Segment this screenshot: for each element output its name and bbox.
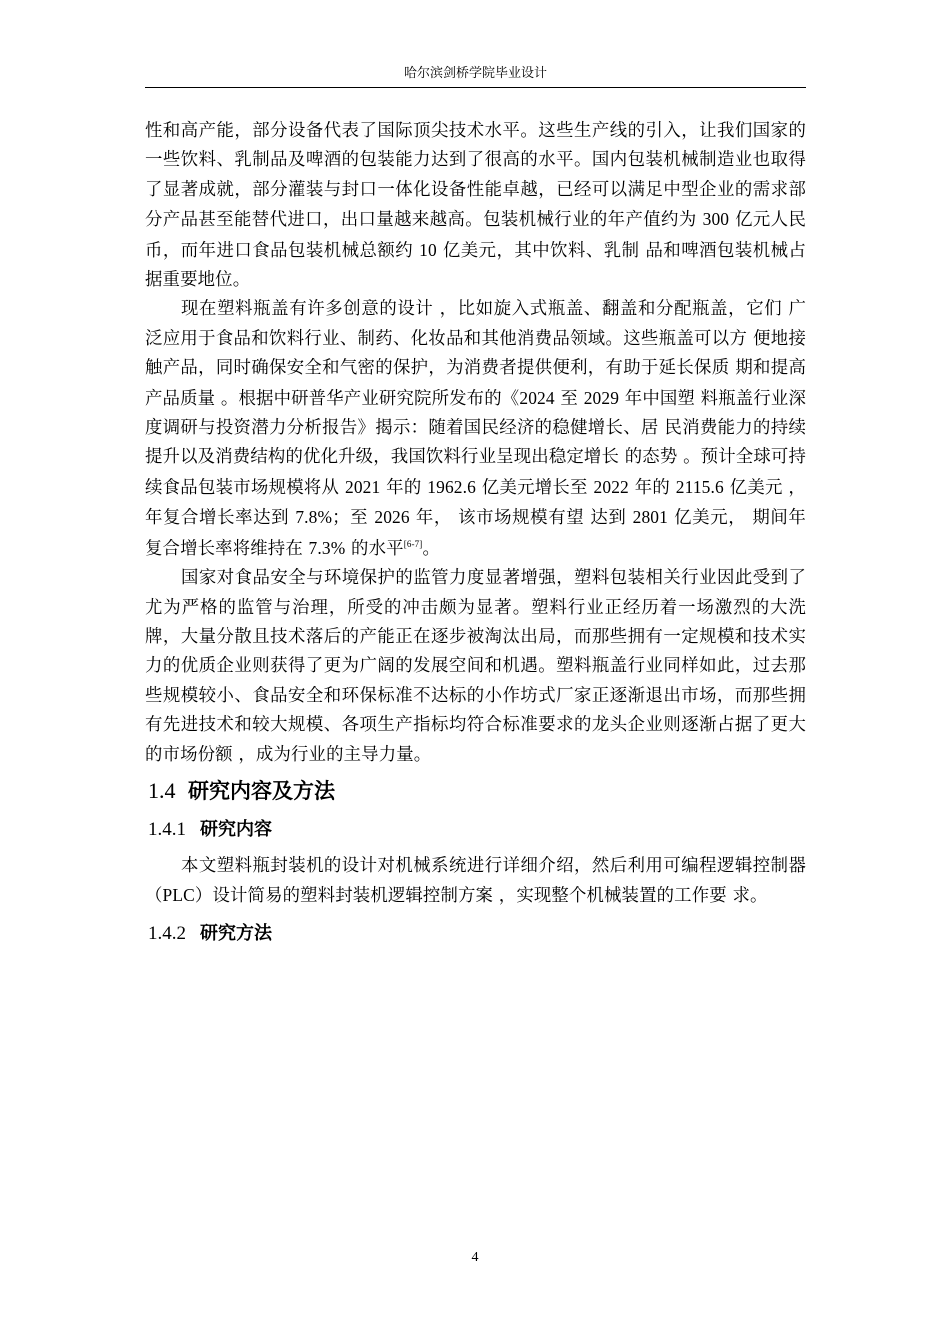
page-number: 4 [471, 1250, 479, 1265]
paragraph-2-number: 2022 [593, 476, 629, 497]
paragraph-2 [145, 295, 806, 564]
paragraph-2-number: 2024 [519, 387, 555, 408]
paragraph-2-number: 2115.6 [675, 476, 724, 497]
paragraph-1-text-b: 亿元人民币，而年进口食品包装机械总额约 [145, 210, 806, 261]
paragraph-4-text: ）设计简易的塑料封装机逻辑控制方案 ，实现整个机械装置的工作要 求。 [194, 886, 768, 907]
paragraph-2-text: ；至 [332, 508, 375, 529]
paragraph-2-number: 2029 [583, 387, 620, 408]
section-number: 1.4.2 [148, 922, 186, 944]
paragraph-2-text: 现在塑料瓶盖有许多创意的设计 ，比如旋入式瓶盖、翻盖和分配瓶盖，它们 广泛应用于食品和饮料行业、制药、化妆品和其他消费品领域。这些瓶盖可以方 便地接触产品，同时确保安全和气密的保护，为消费者提供便利，有助于延长保质 期和提高产品质量 。根据中研普华产业研究院所发布的《 [145, 299, 806, 409]
paragraph-2-text: 的水平 [345, 538, 404, 559]
paragraph-1-text-c: 亿美元，其中饮料、乳制 品和啤酒包装机械占据重要地位。 [145, 240, 806, 291]
section-heading-1-4 [145, 774, 806, 808]
paragraph-2-text: 年， 该市场规模有望 达到 [409, 508, 633, 529]
section-title: 研究方法 [200, 922, 272, 944]
paragraph-2-number: 2021 [344, 476, 381, 497]
paragraph-1-text-a: 性和高产能，部分设备代表了国际顶尖技术水平。这些生产线的引入，让我们国家的一些饮料、乳制品及啤酒的包装能力达到了很高的水平。国内包装机械制造业也取得了显著成就，部分灌装与封口一体化设备性能卓越，已经可以满足中型企业的需求部分产品甚至能替代进口，出口量越来越高。包装机械行业的年产值约为 [145, 121, 806, 231]
page-body [145, 117, 806, 956]
paragraph-3: 国家对食品安全与环境保护的监管力度显著增强，塑料包装相关行业因此受到了尤为严格的监管与治理，所受的冲击颇为显著。塑料行业正经历着一场激烈的大洗牌，大量分散且技术落后的产能正在逐步被淘汰出局，而那些拥有一定规模和技术实力的优质企业则获得了更为广阔的发展空间和机遇。塑料瓶盖行业同样如此，过去那些规模较小、食品安全和环保标准不达标的小作坊式厂家正逐渐退出市场，而那些拥有先进技术和较大规模、各项生产指标均符合标准要求的龙头企业则逐渐占据了更大的市场份额 ，成为行业的主导力量。 [145, 568, 806, 765]
paragraph-2-text: 至 [554, 388, 584, 409]
paragraph-2-text: 年的 [380, 477, 428, 498]
header-rule [145, 87, 806, 88]
page-header: 哈尔滨剑桥学院毕业设计 [403, 66, 547, 81]
section-heading-1-4-2 [145, 912, 806, 956]
paragraph-4-text: 本文塑料瓶封装机的设计对机械系统进行详细介绍，然后利用可编程逻辑控制器（ [145, 855, 806, 907]
paragraph-2-number: 7.8% [295, 507, 333, 528]
paragraph-2-text: 。 [422, 538, 440, 559]
paragraph-4 [145, 852, 806, 912]
paragraph-2-text: 年中国塑 料瓶盖行业深度调研与投资潜力分析报告》揭示：随着国民经济的稳健增长、居 民消费能力的持续提升以及消费结构的优化升级，我国饮料行业呈现出稳定增长 的态势 。预计全球可持续食品包装市场规模将从 [145, 388, 806, 498]
section-number: 1.4.1 [148, 818, 186, 840]
section-heading-1-4-1 [145, 808, 806, 852]
paragraph-1-number: 300 [702, 209, 730, 230]
paragraph-1-number: 10 [419, 239, 437, 260]
paragraph-2-number: 7.3% [308, 537, 346, 558]
paragraph-2-text: 亿美元 ， 年复合增长率达到 [145, 477, 806, 529]
paragraph-2-number: 2801 [632, 507, 668, 528]
paragraph-1 [145, 117, 806, 295]
section-title: 研究内容及方法 [188, 778, 335, 803]
paragraph-2-text: 亿美元， 期间年复合增长率将维持在 [145, 508, 806, 559]
paragraph-2-text: 亿美元增长至 [476, 477, 594, 498]
paragraph-2-number: 2026 [374, 507, 410, 528]
paragraph-2-number: 1962.6 [427, 476, 476, 497]
paragraph-4-acronym: PLC [162, 885, 195, 906]
paragraph-2-text: 年的 [628, 477, 676, 498]
citation-reference[interactable]: [6-7] [403, 538, 423, 549]
section-number: 1.4 [148, 777, 176, 803]
section-title: 研究内容 [200, 818, 272, 840]
